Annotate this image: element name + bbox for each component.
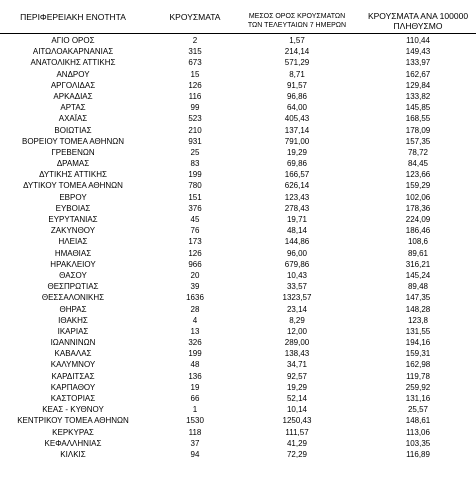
- cell-cases: 210: [188, 125, 202, 135]
- table-row: [0, 180, 476, 191]
- cell-cases: 66: [190, 394, 200, 403]
- cell-cases: 2: [192, 36, 198, 45]
- table-row: [0, 248, 476, 259]
- table-row: [0, 35, 476, 46]
- table-row: [0, 46, 476, 57]
- cell-region: ΚΑΡΔΙΤΣΑΣ: [51, 371, 95, 381]
- cell-avg7: 1,57: [289, 36, 305, 45]
- cell-region: ΒΟΡΕΙΟΥ ΤΟΜΕΑ ΑΘΗΝΩΝ: [21, 136, 125, 146]
- cell-region: ΔΥΤΙΚΗΣ ΑΤΤΙΚΗΣ: [39, 170, 107, 180]
- cell-cases: 173: [188, 237, 202, 247]
- cell-per100k: 148,28: [405, 304, 431, 314]
- cell-region: ΚΑΒΑΛΑΣ: [54, 349, 92, 359]
- cell-per100k: 178,36: [405, 203, 431, 213]
- cell-per100k: 159,29: [405, 181, 431, 191]
- cell-cases: 37: [190, 438, 200, 448]
- cell-cases: 315: [188, 47, 202, 57]
- cell-cases: 673: [188, 58, 202, 68]
- cell-avg7: 96,00: [286, 248, 308, 258]
- header-avg7-line1: ΜΕΣΟΣ ΟΡΟΣ ΚΡΟΥΣΜΑΤΩΝ: [248, 13, 346, 20]
- table-row: [0, 348, 476, 359]
- cell-region: ΙΩΑΝΝΙΝΩΝ: [50, 338, 96, 348]
- cell-avg7: 137,14: [284, 125, 310, 135]
- cell-avg7: 791,00: [284, 136, 310, 146]
- cell-region: ΓΡΕΒΕΝΩΝ: [51, 147, 95, 157]
- cell-avg7: 64,00: [286, 103, 308, 113]
- table-row: [0, 125, 476, 136]
- cell-avg7: 12,00: [286, 326, 308, 336]
- cell-cases: 126: [188, 80, 202, 90]
- cell-cases: 15: [190, 69, 200, 79]
- table-row: [0, 147, 476, 158]
- header-avg7-line2: ΤΩΝ ΤΕΛΕΥΤΑΙΩΝ 7 ΗΜΕΡΩΝ: [247, 21, 347, 29]
- cell-region: ΚΑΡΠΑΘΟΥ: [50, 382, 96, 392]
- cell-cases: 19: [190, 382, 200, 392]
- cell-avg7: 52,14: [286, 394, 308, 403]
- table-row: [0, 449, 476, 460]
- cell-cases: 1: [192, 405, 198, 415]
- cell-per100k: 162,98: [405, 360, 431, 370]
- cell-avg7: 19,71: [286, 215, 308, 224]
- cell-cases: 48: [190, 360, 200, 370]
- table-row: [0, 113, 476, 124]
- cell-per100k: 133,82: [405, 91, 431, 101]
- cell-region: ΗΡΑΚΛΕΙΟΥ: [50, 259, 96, 269]
- table-row: [0, 281, 476, 292]
- cell-avg7: 33,57: [286, 282, 308, 292]
- cell-region: ΑΧΑΪΑΣ: [58, 114, 88, 124]
- table-row: [0, 102, 476, 113]
- cell-per100k: 149,43: [405, 47, 431, 57]
- table-row: [0, 259, 476, 270]
- cell-per100k: 316,21: [405, 259, 431, 269]
- cell-avg7: 405,43: [284, 114, 310, 124]
- cell-region: ΑΙΤΩΛΟΑΚΑΡΝΑΝΙΑΣ: [32, 47, 114, 57]
- table-body: [0, 35, 476, 460]
- cell-avg7: 278,43: [284, 203, 310, 213]
- cell-cases: 199: [188, 349, 202, 359]
- cell-region: ΕΥΡΥΤΑΝΙΑΣ: [48, 215, 98, 224]
- cell-region: ΑΝΔΡΟΥ: [56, 69, 90, 79]
- cell-cases: 931: [188, 136, 202, 146]
- table-row: [0, 292, 476, 303]
- table-row: [0, 270, 476, 281]
- cell-region: ΚΑΣΤΟΡΙΑΣ: [50, 394, 96, 403]
- table-row: [0, 382, 476, 393]
- cell-region: ΗΜΑΘΙΑΣ: [54, 248, 92, 258]
- cell-per100k: 129,84: [405, 80, 431, 90]
- header-cases: ΚΡΟΥΣΜΑΤΑ: [169, 12, 221, 22]
- cell-region: ΚΕΑΣ - ΚΥΘΝΟΥ: [42, 405, 104, 415]
- table-row: [0, 69, 476, 80]
- cell-cases: 45: [190, 215, 200, 224]
- header-divider: [0, 33, 476, 34]
- cell-avg7: 1323,57: [282, 293, 312, 303]
- cell-avg7: 10,14: [286, 405, 308, 415]
- cell-cases: 83: [190, 159, 200, 169]
- cell-per100k: 113,06: [406, 427, 430, 437]
- cell-per100k: 168,55: [405, 114, 431, 124]
- cell-cases: 76: [190, 226, 200, 236]
- table-row: [0, 91, 476, 102]
- cell-per100k: 145,24: [405, 270, 431, 280]
- header-avg7: [234, 13, 360, 30]
- cell-avg7: 144,86: [284, 237, 310, 247]
- cell-per100k: 110,44: [406, 36, 430, 45]
- table-row: [0, 404, 476, 415]
- cell-avg7: 289,00: [284, 338, 310, 348]
- cell-per100k: 89,61: [407, 248, 429, 258]
- table-row: [0, 236, 476, 247]
- table-row: [0, 214, 476, 225]
- cell-cases: 99: [190, 103, 200, 113]
- cell-avg7: 138,43: [284, 349, 310, 359]
- cell-per100k: 119,78: [406, 371, 430, 381]
- cell-cases: 39: [190, 282, 200, 292]
- cell-cases: 780: [188, 181, 202, 191]
- table-row: [0, 192, 476, 203]
- cell-avg7: 34,71: [286, 360, 308, 370]
- cell-per100k: 162,67: [405, 69, 431, 79]
- cell-avg7: 96,86: [286, 91, 308, 101]
- cell-cases: 126: [188, 248, 202, 258]
- cell-avg7: 19,29: [286, 382, 308, 392]
- table-row: [0, 80, 476, 91]
- cell-region: ΒΟΙΩΤΙΑΣ: [54, 125, 92, 135]
- table-row: [0, 136, 476, 147]
- cell-avg7: 123,43: [284, 192, 310, 202]
- table-row: [0, 169, 476, 180]
- cell-per100k: 89,48: [407, 282, 429, 292]
- cell-cases: 4: [192, 315, 198, 325]
- table-row: [0, 438, 476, 449]
- table-row: [0, 359, 476, 370]
- cell-avg7: 92,57: [286, 371, 308, 381]
- cell-region: ΗΛΕΙΑΣ: [58, 237, 88, 247]
- cell-per100k: 131,16: [405, 394, 431, 403]
- table-row: [0, 57, 476, 68]
- cell-region: ΑΓΙΟ ΟΡΟΣ: [51, 36, 95, 45]
- cell-cases: 199: [188, 170, 202, 180]
- cell-region: ΑΡΚΑΔΙΑΣ: [53, 91, 93, 101]
- table-row: [0, 203, 476, 214]
- cell-per100k: 25,57: [407, 405, 429, 415]
- cell-avg7: 48,14: [286, 226, 308, 236]
- cell-per100k: 78,72: [407, 147, 429, 157]
- cell-cases: 28: [190, 304, 200, 314]
- table-row: [0, 393, 476, 404]
- cell-cases: 1530: [186, 416, 204, 426]
- cell-avg7: 41,29: [286, 438, 308, 448]
- cell-avg7: 10,43: [286, 270, 308, 280]
- cell-avg7: 1250,43: [282, 416, 312, 426]
- cell-avg7: 166,57: [284, 170, 310, 180]
- cell-per100k: 116,89: [406, 449, 430, 459]
- cell-region: ΘΕΣΣΑΛΟΝΙΚΗΣ: [41, 293, 105, 303]
- cell-region: ΘΗΡΑΣ: [59, 304, 87, 314]
- cell-avg7: 626,14: [284, 181, 310, 191]
- table-row: [0, 158, 476, 169]
- cell-cases: 136: [188, 371, 202, 381]
- cell-avg7: 23,14: [286, 304, 308, 314]
- cell-cases: 376: [188, 203, 202, 213]
- cell-region: ΘΑΣΟΥ: [59, 270, 87, 280]
- cell-avg7: 91,57: [286, 80, 308, 90]
- cell-cases: 1636: [186, 293, 204, 303]
- cell-per100k: 123,8: [407, 315, 429, 325]
- cell-cases: 966: [188, 259, 202, 269]
- cell-per100k: 108,6: [407, 237, 429, 247]
- cell-cases: 326: [188, 338, 202, 348]
- cell-region: ΚΑΛΥΜΝΟΥ: [50, 360, 96, 370]
- cell-per100k: 157,35: [405, 136, 431, 146]
- cell-per100k: 194,16: [405, 338, 431, 348]
- cell-per100k: 186,46: [405, 226, 431, 236]
- cell-cases: 20: [190, 270, 200, 280]
- cell-per100k: 145,85: [405, 103, 431, 113]
- cell-avg7: 214,14: [284, 47, 310, 57]
- cell-avg7: 8,29: [289, 315, 305, 325]
- table-row: [0, 225, 476, 236]
- cell-cases: 151: [188, 192, 202, 202]
- cell-avg7: 111,57: [285, 427, 309, 437]
- cell-cases: 25: [190, 147, 200, 157]
- cell-region: ΑΡΤΑΣ: [60, 103, 86, 113]
- cell-per100k: 224,09: [405, 215, 431, 224]
- cell-per100k: 148,61: [405, 416, 431, 426]
- cell-per100k: 178,09: [405, 125, 431, 135]
- cell-region: ΑΝΑΤΟΛΙΚΗΣ ΑΤΤΙΚΗΣ: [30, 58, 116, 68]
- cell-region: ΚΕΡΚΥΡΑΣ: [52, 427, 94, 437]
- cell-avg7: 679,86: [284, 259, 310, 269]
- cell-per100k: 102,06: [405, 192, 431, 202]
- cell-avg7: 571,29: [284, 58, 310, 68]
- cell-avg7: 19,29: [286, 147, 308, 157]
- cell-region: ΔΥΤΙΚΟΥ ΤΟΜΕΑ ΑΘΗΝΩΝ: [23, 181, 123, 191]
- cell-avg7: 8,71: [289, 69, 305, 79]
- cell-cases: 94: [190, 449, 200, 459]
- cell-per100k: 103,35: [405, 438, 431, 448]
- header-per100k-line2: ΠΛΗΘΥΣΜΟ: [393, 21, 443, 31]
- table-row: [0, 315, 476, 326]
- cell-per100k: 147,35: [405, 293, 431, 303]
- header-per100k-line1: ΚΡΟΥΣΜΑΤΑ ΑΝΑ 100000: [367, 11, 469, 21]
- header-per100k: [362, 11, 474, 31]
- cell-region: ΔΡΑΜΑΣ: [56, 159, 90, 169]
- cell-cases: 118: [188, 427, 202, 437]
- cell-cases: 13: [190, 326, 200, 336]
- table-row: [0, 371, 476, 382]
- cell-per100k: 133,97: [405, 58, 431, 68]
- table-row: [0, 326, 476, 337]
- table-row: [0, 304, 476, 315]
- cell-region: ΕΒΡΟΥ: [59, 192, 87, 202]
- cell-region: ΘΕΣΠΡΩΤΙΑΣ: [47, 282, 99, 292]
- cell-per100k: 159,31: [405, 349, 431, 359]
- cell-region: ΑΡΓΟΛΙΔΑΣ: [50, 80, 96, 90]
- cell-per100k: 123,66: [405, 170, 431, 180]
- cell-region: ΚΙΛΚΙΣ: [60, 449, 86, 459]
- header-region: ΠΕΡΙΦΕΡΕΙΑΚΗ ΕΝΟΤΗΤΑ: [20, 12, 126, 22]
- table-row: [0, 337, 476, 348]
- cell-region: ΙΚΑΡΙΑΣ: [57, 326, 89, 336]
- cell-region: ΚΕΝΤΡΙΚΟΥ ΤΟΜΕΑ ΑΘΗΝΩΝ: [17, 416, 129, 426]
- cell-cases: 116: [188, 91, 202, 101]
- cell-avg7: 69,86: [286, 159, 308, 169]
- cell-per100k: 84,45: [407, 159, 429, 169]
- cell-per100k: 131,55: [405, 326, 431, 336]
- cell-region: ΕΥΒΟΙΑΣ: [55, 203, 91, 213]
- cell-region: ΙΘΑΚΗΣ: [58, 315, 88, 325]
- cell-cases: 523: [188, 114, 202, 124]
- table-row: [0, 415, 476, 426]
- cell-per100k: 259,92: [405, 382, 431, 392]
- cell-avg7: 72,29: [286, 449, 308, 459]
- cell-region: ΚΕΦΑΛΛΗΝΙΑΣ: [44, 438, 102, 448]
- table-row: [0, 427, 476, 438]
- cell-region: ΖΑΚΥΝΘΟΥ: [50, 226, 96, 236]
